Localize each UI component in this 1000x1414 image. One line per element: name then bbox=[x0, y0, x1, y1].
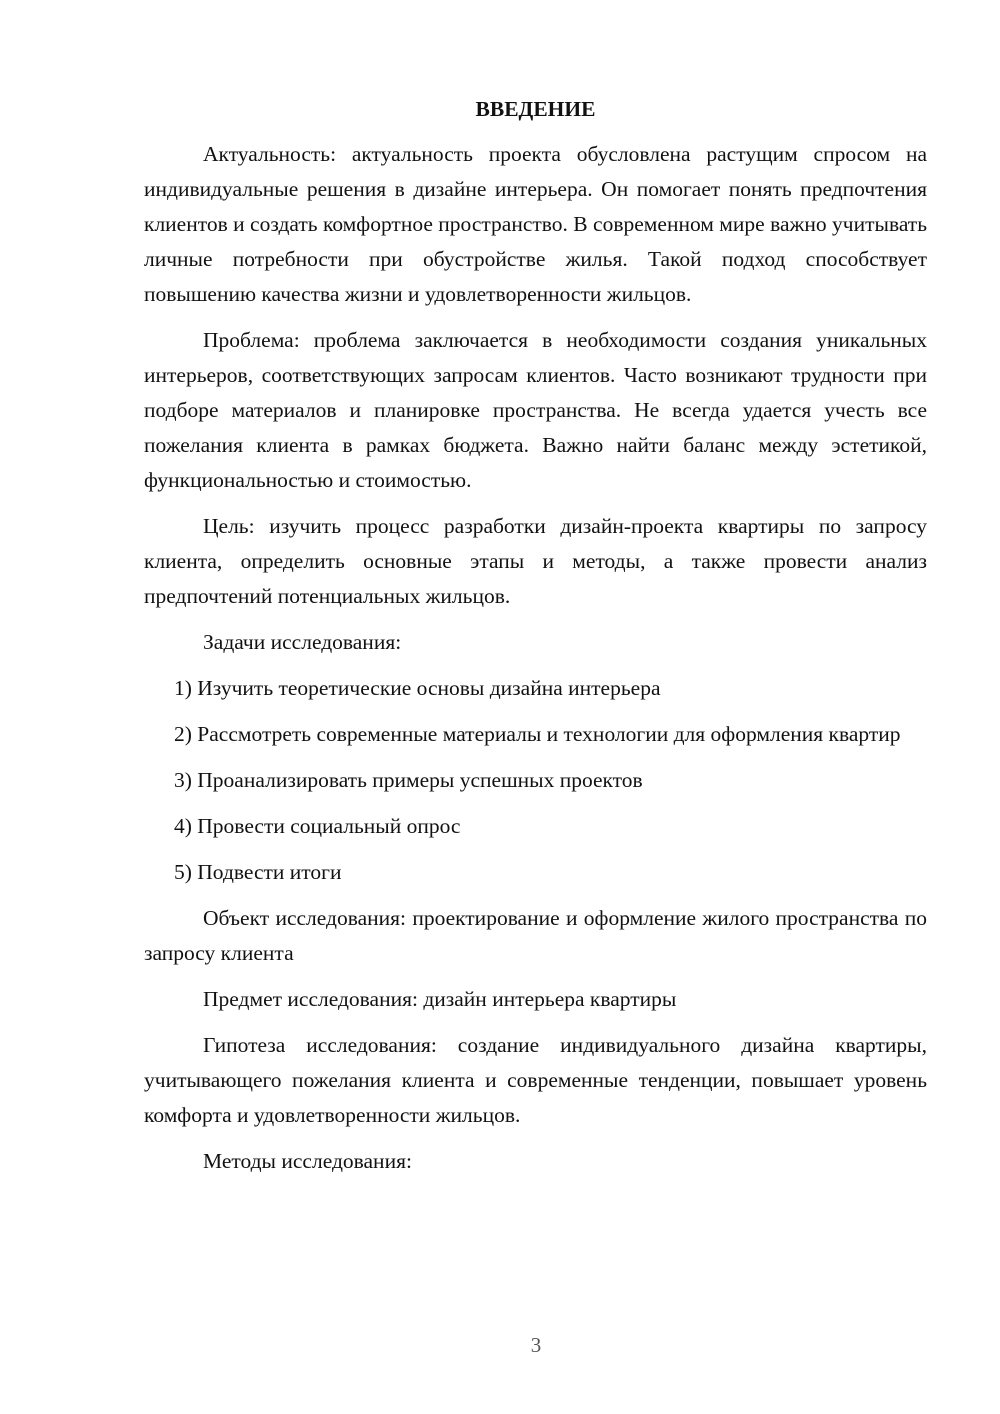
task-item-3: 3) Проанализировать примеры успешных проектов bbox=[174, 768, 643, 792]
paragraph-subject: Предмет исследования: дизайн интерьера квартиры bbox=[203, 987, 677, 1011]
page-content bbox=[144, 92, 927, 1190]
paragraph-hypothesis: Гипотеза исследования: создание индивидуального дизайна квартиры, учитывающего пожелания клиента и современные тенденции, повышает уровень комфорта и удовлетворенности жильцов. bbox=[144, 1033, 927, 1127]
paragraph-methods: Методы исследования: bbox=[203, 1149, 412, 1173]
paragraph-relevance: Актуальность: актуальность проекта обусловлена растущим спросом на индивидуальные решения в дизайне интерьера. Он помогает понять предпочтения клиентов и создать комфортное пространство. В современном мире важно учитывать личные потребности при обустройстве жилья. Такой подход способствует повышению качества жизни и удовлетворенности жильцов. bbox=[144, 142, 927, 306]
task-item-5: 5) Подвести итоги bbox=[174, 860, 342, 884]
task-item-4: 4) Провести социальный опрос bbox=[174, 814, 461, 838]
task-item-1: 1) Изучить теоретические основы дизайна интерьера bbox=[174, 676, 661, 700]
page-number: 3 bbox=[530, 1333, 542, 1357]
paragraph-problem: Проблема: проблема заключается в необходимости создания уникальных интерьеров, соответствующих запросам клиентов. Часто возникают трудности при подборе материалов и планировке пространства. Не всегда удается учесть все пожелания клиента в рамках бюджета. Важно найти баланс между эстетикой, функциональностью и стоимостью. bbox=[144, 328, 927, 492]
tasks-heading: Задачи исследования: bbox=[203, 630, 402, 654]
task-item-2: 2) Рассмотреть современные материалы и технологии для оформления квартир bbox=[174, 722, 901, 746]
paragraph-goal: Цель: изучить процесс разработки дизайн-проекта квартиры по запросу клиента, определить основные этапы и методы, а также провести анализ предпочтений потенциальных жильцов. bbox=[144, 514, 927, 608]
section-title: ВВЕДЕНИЕ bbox=[475, 97, 596, 121]
paragraph-object: Объект исследования: проектирование и оформление жилого пространства по запросу клиента bbox=[144, 906, 927, 965]
